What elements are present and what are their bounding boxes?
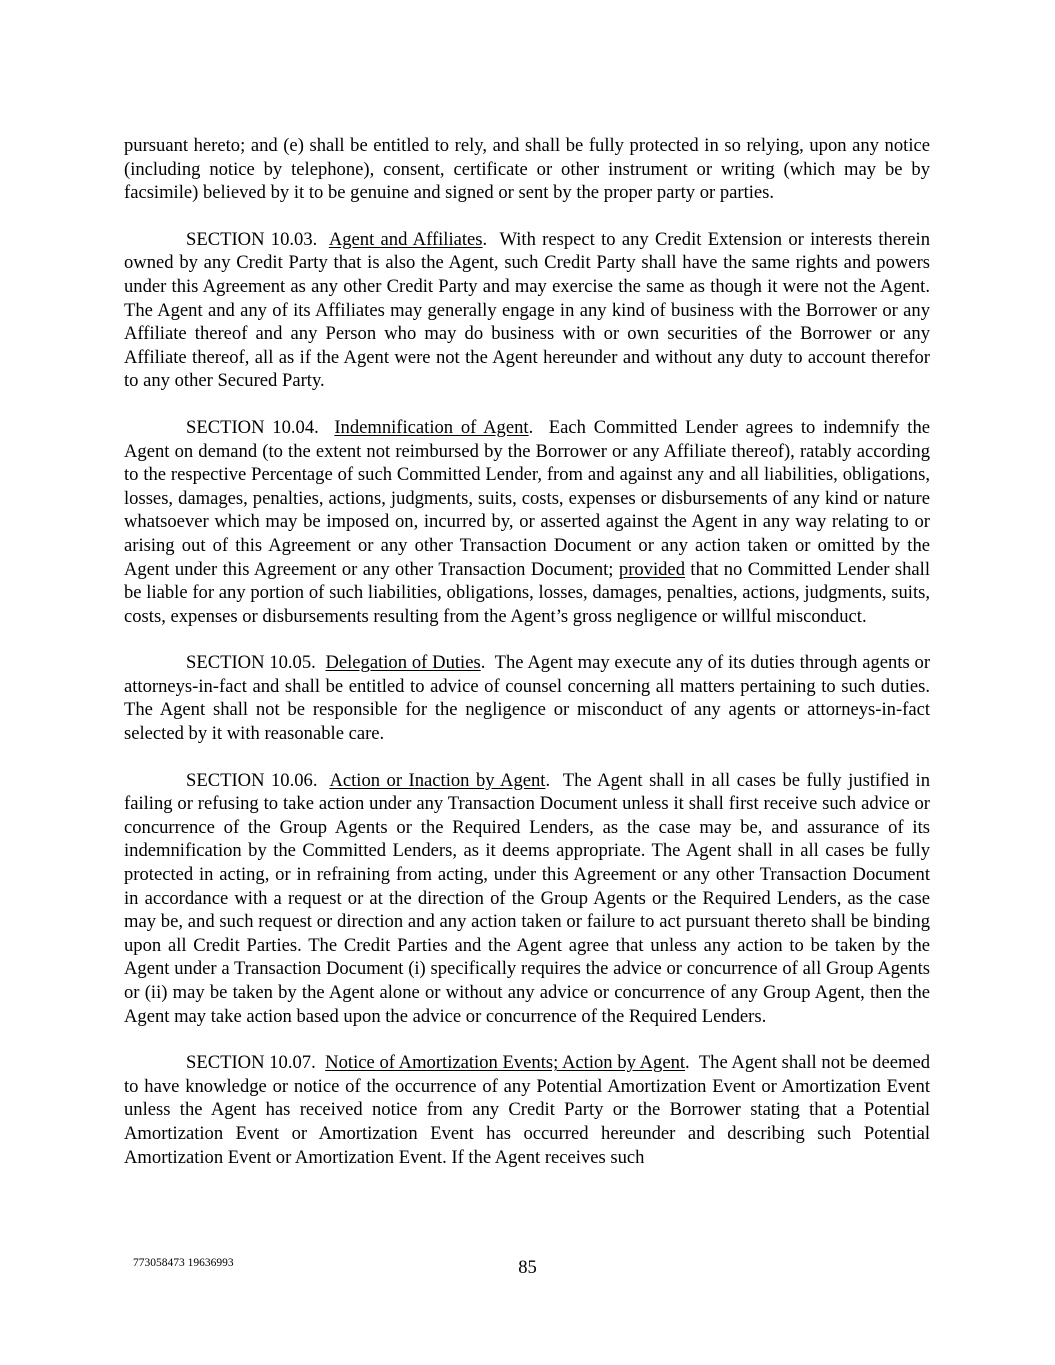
section-10-05: SECTION 10.05. Delegation of Duties. The Agent may execute any of its duties through agents or attorneys-in-fact and shall be entitled to advice of counsel concerning all matters pertaining to such duties. The Agent shall not be responsible for the negligence or misconduct of any agents or attorneys-in-fact selected by it with reasonable care. (124, 652, 931, 745)
section-text: The Agent may execute any of its duties through agents or attorneys-in-fact and shall be entitled to advice of counsel concerning all matters pertaining to such duties. The Agent shall not be responsible for the negligence or misconduct of any agents or attorneys-in-fact selected by it with reasonable care. (124, 652, 931, 745)
section-10-07: SECTION 10.07. Notice of Amortization Events; Action by Agent. The Agent shall not be deemed to have knowledge or notice of the occurrence of any Potential Amortization Event or Amortization Event unless the Agent has received notice from any Credit Party or the Borrower stating that a Potential Amortization Event or Amortization Event has occurred hereunder and describing such Potential Amortization Event or Amortization Event. If the Agent receives such (124, 1052, 930, 1168)
document-body (124, 134, 930, 1192)
section-number: SECTION 10.03. (186, 228, 318, 250)
section-heading: Delegation of Duties (325, 652, 481, 674)
section-10-04: SECTION 10.04. Indemnification of Agent. Each Committed Lender agrees to indemnify the Agent on demand (to the extent not reimbursed by the Borrower or any Affiliate thereof), ratably according to the respective Percentage of such Committed Lender, from and against any and all liabilities, obligations, losses, damages, penalties, actions, judgments, suits, costs, expenses or disbursements of any kind or nature whatsoever which may be imposed on, incurred by, or asserted against the Agent in any way relating to or arising out of this Agreement or any other Transaction Document or any action taken or omitted by the Agent under this Agreement or any other Transaction Document; provided that no Committed Lender shall be liable for any portion of such liabilities, obligations, losses, damages, penalties, actions, judgments, suits, costs, expenses or disbursements resulting from the Agent’s gross negligence or willful misconduct. (124, 416, 931, 627)
section-number: SECTION 10.06. (186, 769, 318, 791)
section-number: SECTION 10.07. (186, 1052, 316, 1074)
section-text: Each Committed Lender agrees to indemnify the Agent on demand (to the extent not reimbursed by the Borrower or any Affiliate thereof), ratably according to the respective Percentage of such Committed Lender, from and against any and all liabilities, obligations, losses, damages, penalties, actions, judgments, suits, costs, expenses or disbursements of any kind or nature whatsoever which may be imposed on, incurred by, or asserted against the Agent in any way relating to or arising out of this Agreement or any other Transaction Document or any action taken or omitted by the Agent under this Agreement or any other Transaction Document; (124, 416, 931, 580)
page-number: 85 (518, 1257, 537, 1278)
paragraph-text: pursuant hereto; and (e) shall be entitled to rely, and shall be fully protected in so relying, upon any notice (including notice by telephone), consent, certificate or other instrument or writing (which may be by facsimile) believed by it to be genuine and signed or sent by the proper party or parties. (124, 135, 930, 204)
section-text: The Agent shall not be deemed to have knowledge or notice of the occurrence of any Potential Amortization Event or Amortization Event unless the Agent has received notice from any Credit Party or the Borrower stating that a Potential Amortization Event or Amortization Event has occurred hereunder and describing such Potential Amortization Event or Amortization Event. If the Agent receives such (124, 1052, 930, 1168)
section-10-03: SECTION 10.03. Agent and Affiliates. With respect to any Credit Extension or interests therein owned by any Credit Party that is also the Agent, such Credit Party shall have the same rights and powers under this Agreement as any other Credit Party and may exercise the same as though it were not the Agent. The Agent and any of its Affiliates may generally engage in any kind of business with the Borrower or any Affiliate thereof and any Person who may do business with or own securities of the Borrower or any Affiliate thereof, all as if the Agent were not the Agent hereunder and without any duty to account therefor to any other Secured Party. (124, 228, 931, 392)
section-heading: Action or Inaction by Agent (329, 769, 546, 791)
section-text-continued: that no Committed Lender shall be liable for any portion of such liabilities, obligations, losses, damages, penalties, actions, judgments, suits, costs, expenses or disbursements resulting from the Agent’s gross negligence or willful misconduct. (124, 558, 930, 627)
section-text: With respect to any Credit Extension or interests therein owned by any Credit Party that is also the Agent, such Credit Party shall have the same rights and powers under this Agreement as any other Credit Party and may exercise the same as though it were not the Agent. The Agent and any of its Affiliates may generally engage in any kind of business with the Borrower or any Affiliate thereof and any Person who may do business with or own securities of the Borrower or any Affiliate thereof, all as if the Agent were not the Agent hereunder and without any duty to account therefor to any other Secured Party. (124, 228, 931, 392)
footer-document-id: 773058473 19636993 (133, 1257, 234, 1269)
section-heading: Agent and Affiliates (328, 228, 483, 250)
section-heading: Notice of Amortization Events; Action by Agent (325, 1052, 686, 1074)
proviso-term: provided (618, 558, 685, 580)
paragraph-continuation (124, 134, 930, 205)
section-number: SECTION 10.04. (186, 416, 319, 438)
section-10-06: SECTION 10.06. Action or Inaction by Agent. The Agent shall in all cases be fully justified in failing or refusing to take action under any Transaction Document unless it shall first receive such advice or concurrence of the Group Agents or the Required Lenders, as the case may be, and assurance of its indemnification by the Committed Lenders, as it deems appropriate. The Agent shall in all cases be fully protected in acting, or in refraining from acting, under this Agreement or any other Transaction Document in accordance with a request or at the direction of the Group Agents or the Required Lenders, as the case may be, and such request or direction and any action taken or failure to act pursuant thereto shall be binding upon all Credit Parties. The Credit Parties and the Agent agree that unless any action to be taken by the Agent under a Transaction Document (i) specifically requires the advice or concurrence of all Group Agents or (ii) may be taken by the Agent alone or without any advice or concurrence of any Group Agent, then the Agent may take action based upon the advice or concurrence of the Required Lenders. (124, 769, 930, 1027)
section-number: SECTION 10.05. (186, 652, 316, 674)
section-heading: Indemnification of Agent (334, 416, 529, 438)
section-text: The Agent shall in all cases be fully justified in failing or refusing to take action under any Transaction Document unless it shall first receive such advice or concurrence of the Group Agents or the Required Lenders, as the case may be, and assurance of its indemnification by the Committed Lenders, as it deems appropriate. The Agent shall in all cases be fully protected in acting, or in refraining from acting, under this Agreement or any other Transaction Document in accordance with a request or at the direction of the Group Agents or the Required Lenders, as the case may be, and such request or direction and any action taken or failure to act pursuant thereto shall be binding upon all Credit Parties. The Credit Parties and the Agent agree that unless any action to be taken by the Agent under a Transaction Document (i) specifically requires the advice or concurrence of all Group Agents or (ii) may be taken by the Agent alone or without any advice or concurrence of any Group Agent, then the Agent may take action based upon the advice or concurrence of the Required Lenders. (124, 769, 930, 1027)
